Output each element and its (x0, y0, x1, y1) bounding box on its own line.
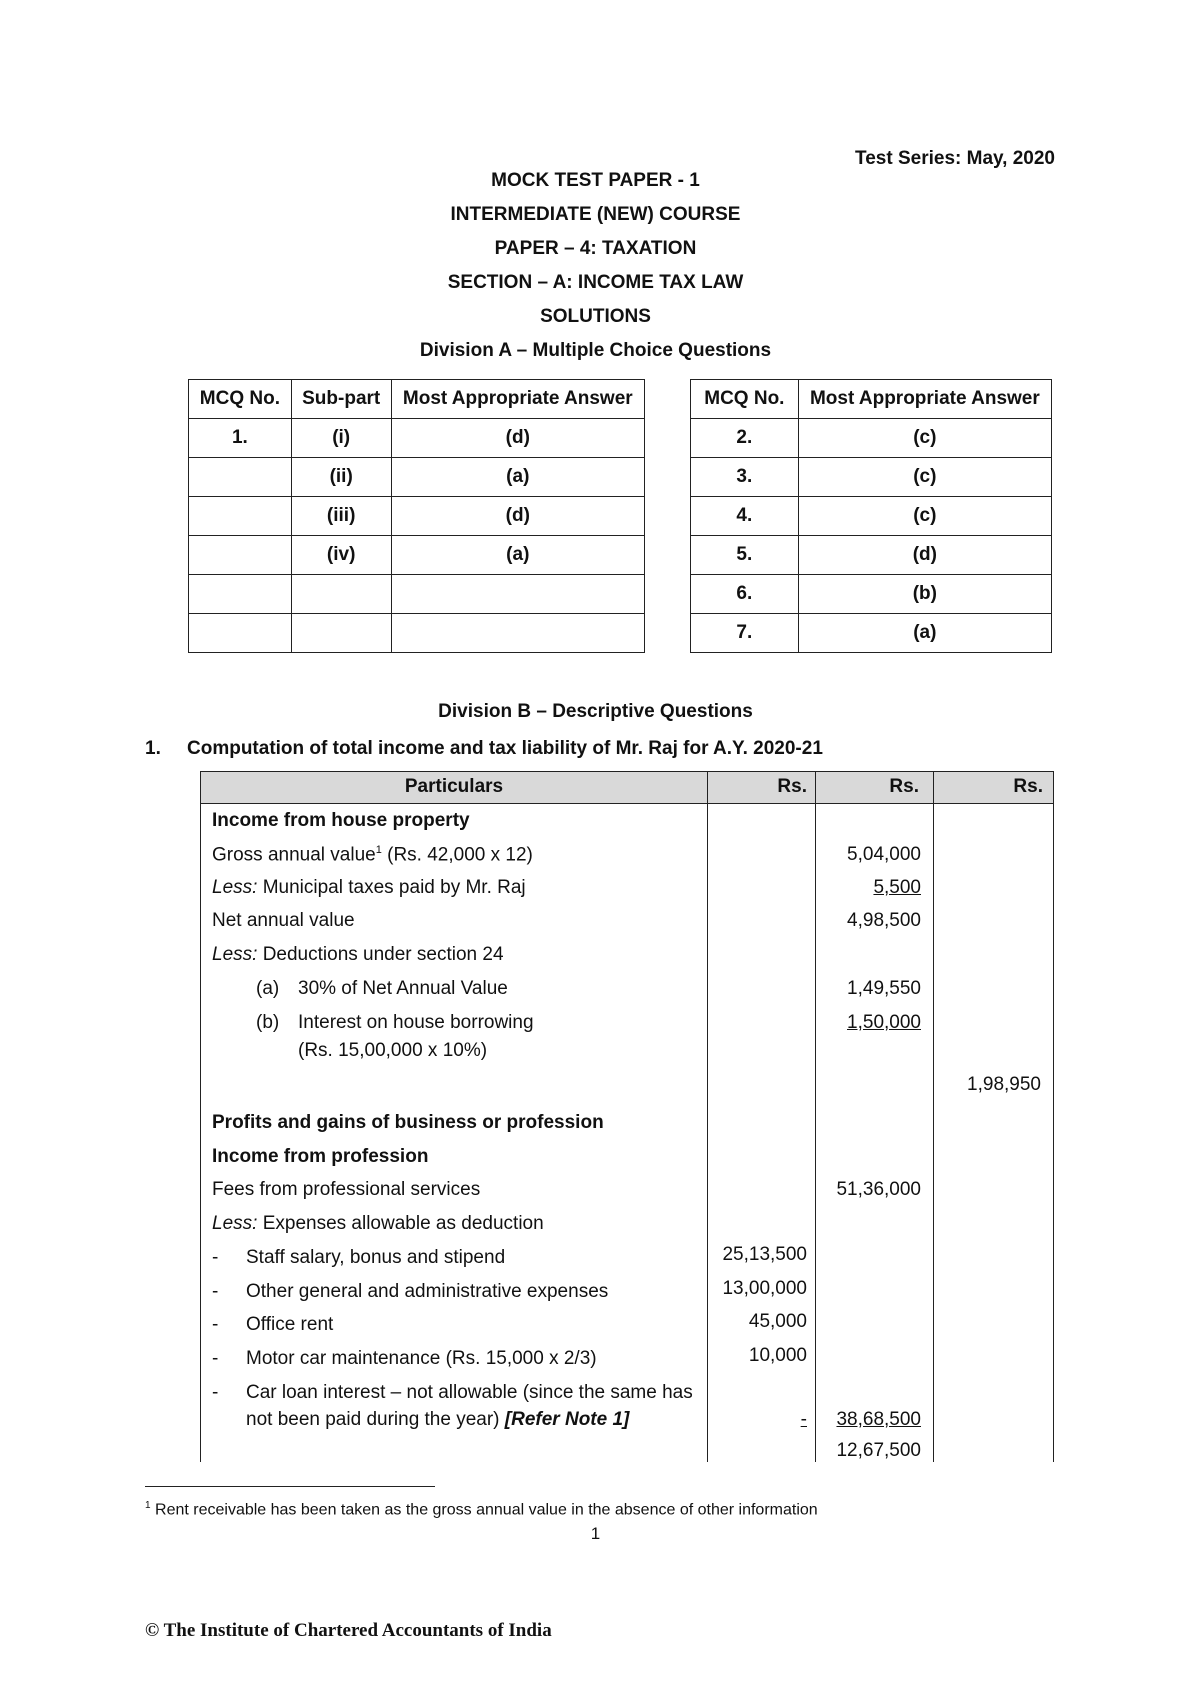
table-cell: (b) (798, 575, 1051, 614)
table-row (189, 614, 645, 653)
section-heading: Income from house property (212, 810, 470, 831)
table-cell: (d) (798, 536, 1051, 575)
computation-table (200, 771, 1054, 1462)
header-cell: MCQ No. (189, 380, 292, 419)
expenses-total (815, 1409, 921, 1431)
header-cell: Rs. (889, 776, 919, 797)
fees-value: 51,36,000 (836, 1179, 921, 1200)
column-divider (815, 772, 816, 1462)
sub-heading: Income from profession (212, 1146, 429, 1167)
table-cell: 4. (691, 497, 799, 536)
table-cell: (a) (391, 458, 644, 497)
deduction-a-value: 1,49,550 (847, 978, 921, 999)
table-cell (189, 458, 292, 497)
test-series-label: Test Series: May, 2020 (855, 148, 1055, 169)
profession-net-income: 12,67,500 (836, 1440, 921, 1461)
footnote-ref: 1 (375, 844, 382, 856)
page-number: 1 (590, 1524, 601, 1543)
gav-value: 5,04,000 (847, 844, 921, 865)
table-row (691, 536, 1052, 575)
nav-value: 4,98,500 (847, 910, 921, 931)
deduction-b-marker: (b) (256, 1012, 280, 1033)
expenses-label: Expenses allowable as deduction (262, 1213, 544, 1234)
table-row (189, 575, 645, 614)
question-number: 1. (145, 738, 161, 759)
table-row (189, 536, 645, 575)
deduction-a-marker: (a) (256, 978, 280, 999)
table-row (691, 575, 1052, 614)
bullet-dash: - (212, 1382, 219, 1403)
table-cell: (ii) (291, 458, 391, 497)
table-cell: (c) (798, 497, 1051, 536)
table-cell (291, 614, 391, 653)
table-row (189, 458, 645, 497)
row-label (212, 844, 533, 866)
underlined-amount: 38,68,500 (836, 1409, 921, 1430)
header-cell: Most Appropriate Answer (391, 380, 644, 419)
expense-value: 25,13,500 (722, 1244, 807, 1265)
expense-label: Motor car maintenance (Rs. 15,000 x 2/3) (246, 1348, 597, 1369)
paper-subject: PAPER – 4: TAXATION (494, 238, 697, 259)
table-cell: (c) (798, 458, 1051, 497)
question-title: Computation of total income and tax liability of Mr. Raj for A.Y. 2020-21 (187, 738, 823, 759)
gav-detail: (Rs. 42,000 x 12) (387, 844, 533, 866)
footnote-text: Rent receivable has been taken as the gross annual value in the absence of other information (155, 1501, 818, 1519)
table-row (691, 497, 1052, 536)
expense-value: 10,000 (748, 1345, 807, 1366)
expense-label-continued: not been paid during the year) (246, 1409, 500, 1430)
municipal-label: Municipal taxes paid by Mr. Raj (262, 877, 526, 898)
footnote-ref: 1 (145, 1500, 151, 1511)
deduction-b-value (815, 1012, 921, 1034)
header-cell: MCQ No. (691, 380, 799, 419)
deductions-label: Deductions under section 24 (262, 944, 504, 965)
row-label (212, 1213, 544, 1235)
footnote-divider (145, 1486, 435, 1487)
table-header-row (691, 380, 1052, 419)
paper-title: MOCK TEST PAPER - 1 (491, 170, 700, 191)
table-cell: (i) (291, 419, 391, 458)
table-cell (189, 497, 292, 536)
expense-label: Other general and administrative expenses (246, 1281, 609, 1302)
table-cell: (a) (391, 536, 644, 575)
division-a-heading: Division A – Multiple Choice Questions (419, 340, 772, 361)
table-cell: 5. (691, 536, 799, 575)
course-title: INTERMEDIATE (NEW) COURSE (450, 204, 741, 225)
nav-label: Net annual value (212, 910, 355, 931)
bullet-dash: - (212, 1247, 219, 1268)
expense-label: Office rent (246, 1314, 334, 1335)
table-cell: 2. (691, 419, 799, 458)
table-cell (391, 614, 644, 653)
footnote (145, 1500, 818, 1519)
solutions-heading: SOLUTIONS (540, 306, 651, 327)
header-cell: Rs. (777, 776, 807, 797)
row-label (212, 877, 526, 899)
table-cell: (iv) (291, 536, 391, 575)
table-row (691, 614, 1052, 653)
row-label (246, 1409, 629, 1431)
table-row (691, 458, 1052, 497)
bullet-dash: - (212, 1281, 219, 1302)
division-b-heading: Division B – Descriptive Questions (438, 701, 753, 722)
section-heading: Profits and gains of business or profession (212, 1112, 604, 1133)
expense-value: 45,000 (748, 1311, 807, 1332)
table-header-row (201, 772, 1053, 804)
table-cell: 3. (691, 458, 799, 497)
less-word: Less: (212, 944, 258, 965)
bullet-dash: - (212, 1314, 219, 1335)
table-cell: (d) (391, 419, 644, 458)
house-property-total: 1,98,950 (967, 1074, 1041, 1095)
table-cell (189, 536, 292, 575)
deduction-b-label: Interest on house borrowing (298, 1012, 534, 1033)
header-cell: Most Appropriate Answer (798, 380, 1051, 419)
fees-label: Fees from professional services (212, 1179, 481, 1200)
gav-label: Gross annual value (212, 844, 376, 866)
less-word: Less: (212, 1213, 258, 1234)
table-cell: (iii) (291, 497, 391, 536)
header-cell: Sub-part (291, 380, 391, 419)
copyright-notice: © The Institute of Chartered Accountants of India (145, 1620, 552, 1641)
underlined-amount: 5,500 (873, 877, 921, 898)
mcq-table-left (188, 379, 645, 653)
header-cell: Rs. (1013, 776, 1043, 797)
expense-label: Staff salary, bonus and stipend (246, 1247, 506, 1268)
less-word: Less: (212, 877, 258, 898)
table-cell (189, 614, 292, 653)
expense-value: 13,00,000 (722, 1278, 807, 1299)
table-header-row (189, 380, 645, 419)
table-cell: (d) (391, 497, 644, 536)
header-cell: Particulars (404, 776, 504, 797)
table-cell: (a) (798, 614, 1051, 653)
underlined-amount: - (800, 1409, 807, 1430)
deduction-b-detail: (Rs. 15,00,000 x 10%) (298, 1040, 488, 1061)
expense-value (707, 1409, 807, 1431)
table-cell: 1. (189, 419, 292, 458)
mcq-table-right (690, 379, 1052, 653)
table-cell (291, 575, 391, 614)
table-cell: 6. (691, 575, 799, 614)
bullet-dash: - (212, 1348, 219, 1369)
column-divider (933, 772, 934, 1462)
table-cell (391, 575, 644, 614)
table-cell (189, 575, 292, 614)
municipal-value (815, 877, 921, 899)
table-cell: 7. (691, 614, 799, 653)
deduction-a-label: 30% of Net Annual Value (298, 978, 508, 999)
row-label (212, 944, 504, 966)
table-row (189, 497, 645, 536)
underlined-amount: 1,50,000 (847, 1012, 921, 1033)
table-row (189, 419, 645, 458)
section-title: SECTION – A: INCOME TAX LAW (447, 272, 744, 293)
table-row (691, 419, 1052, 458)
expense-label: Car loan interest – not allowable (since the same has (246, 1382, 693, 1403)
table-cell: (c) (798, 419, 1051, 458)
refer-note: [Refer Note 1] (504, 1409, 630, 1430)
